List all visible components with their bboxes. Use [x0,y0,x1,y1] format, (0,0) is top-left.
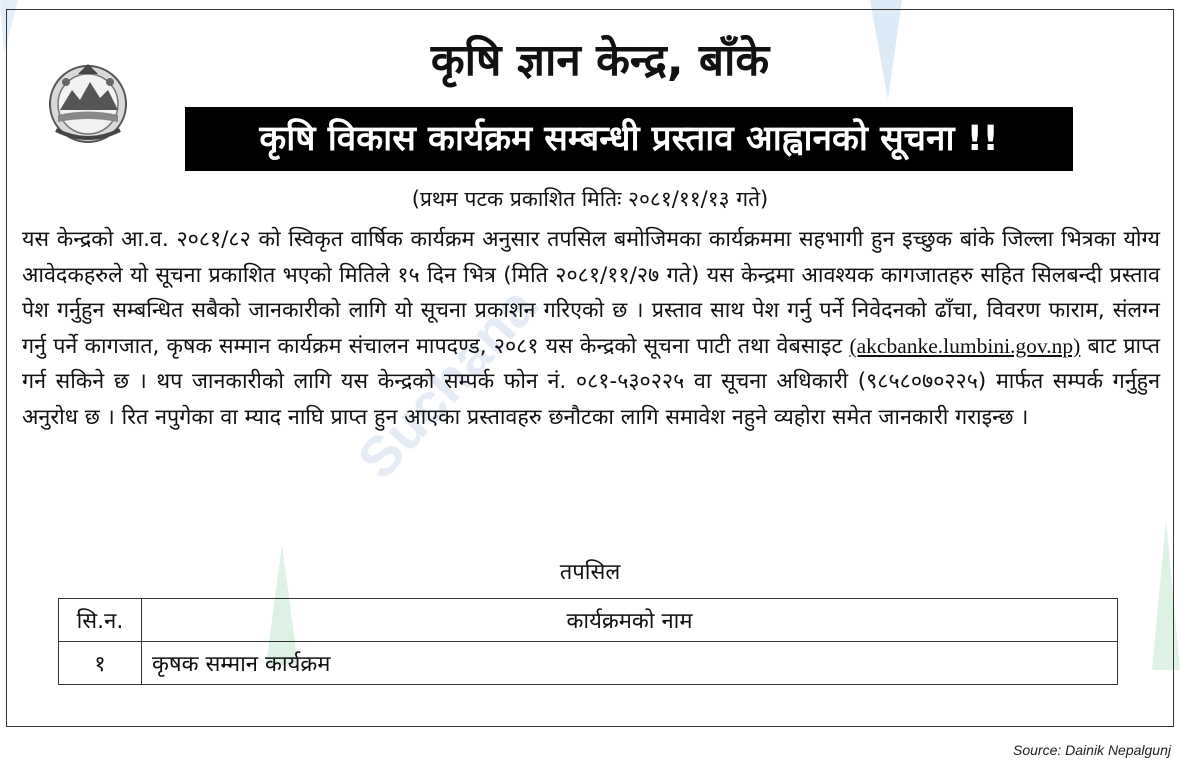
column-header-serial: सि.न. [59,599,142,642]
table-row [59,642,1118,685]
notice-title: कृषि विकास कार्यक्रम सम्बन्धी प्रस्ताव आह्वानको सूचना !! [185,107,1073,171]
program-table [58,598,1118,685]
publication-date: (प्रथम पटक प्रकाशित मितिः २०८१/११/१३ गते) [411,187,769,211]
website-link[interactable]: (akcbanke.lumbini.gov.np) [849,333,1081,358]
notice-body [22,222,1160,436]
office-name: कृषि ज्ञान केन्द्र, बाँके [430,35,770,86]
table-header-row [59,599,1118,642]
nepal-government-emblem-icon [38,60,138,145]
row-program-name: कृषक सम्मान कार्यक्रम [142,642,1118,685]
schedule-heading: तपसिल [559,560,621,585]
notice-body-text-continued: बाट प्राप्त गर्न सकिने छ । थप जानकारीको लागि यस केन्द्रको सम्पर्क फोन नं. ०८१-५३०२२५ वा सूचना अधिकारी (९८५८०७०२२५) मार्फत सम्पर्क गर्नुहुन अनुरोध छ । रित नपुगेका वा म्याद नाघि प्राप्त हुन आएका प्रस्तावहरु छनौटका लागि समावेश नहुने व्यहोरा समेत जानकारी गराइन्छ । [22,333,1161,430]
watermark: Suchana [345,274,549,491]
row-serial: १ [59,642,142,685]
source-credit: Source: Dainik Nepalgunj [1013,742,1171,758]
notice-body-text: यस केन्द्रको आ.व. २०८१/८२ को स्विकृत वार्षिक कार्यक्रम अनुसार तपसिल बमोजिमका कार्यक्रममा सहभागी हुन इच्छुक बांके जिल्ला भित्रका योग्य आवेदकहरुले यो सूचना प्रकाशित भएको मितिले १५ दिन भित्र (मिति २०८१/११/२७ गते) यस केन्द्रमा आवश्यक कागजातहरु सहित सिलबन्दी प्रस्ताव पेश गर्नुहुन सम्बन्धित सबैको जानकारीको लागि यो सूचना प्रकाशन गरिएको छ । प्रस्ताव साथ पेश गर्नु पर्ने निवेदनको ढाँचा, विवरण फाराम, संलग्न गर्नु पर्ने कागजात, कृषक सम्मान कार्यक्रम संचालन मापदण्ड, २०८१ यस केन्द्रको सूचना पाटी तथा वेबसाइट [22,227,1160,359]
column-header-program-name: कार्यक्रमको नाम [142,599,1118,642]
